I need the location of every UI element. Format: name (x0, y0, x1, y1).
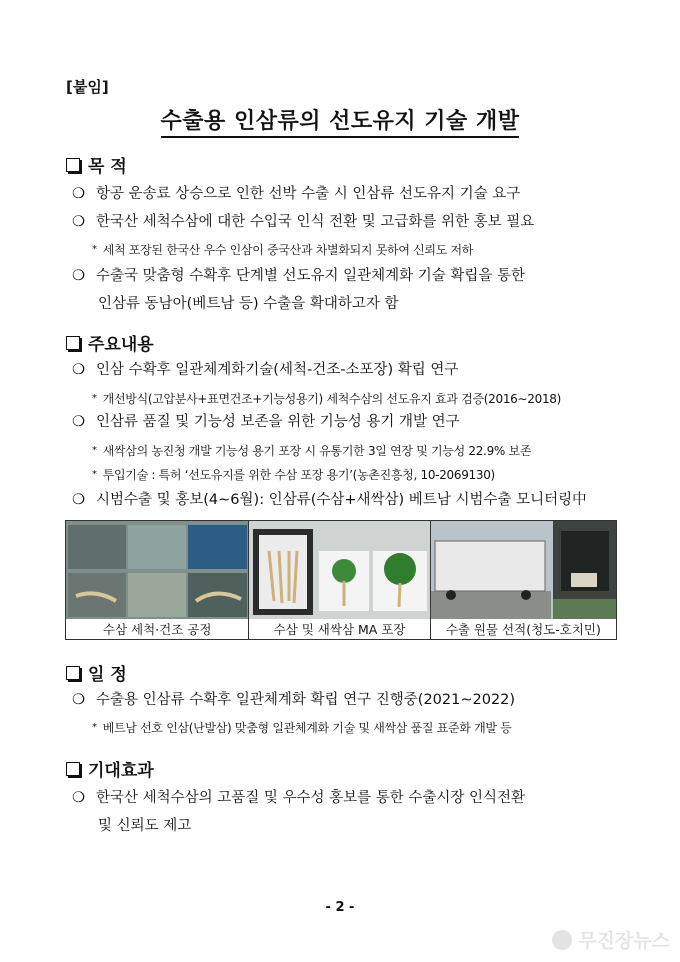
asterisk-icon: * (92, 393, 97, 404)
purpose-note: * 세척 포장된 한국산 우수 인삼이 중국산과 차별화되지 못하여 신뢰도 저하 (92, 243, 474, 257)
section-purpose-heading (66, 152, 127, 177)
section-main-heading (66, 330, 154, 355)
caption-shipping: 수출 원물 선적(청도-호치민) (445, 622, 601, 637)
section-effect-heading (66, 756, 154, 781)
schedule-item: ❍ 수출용 인삼류 수확후 일관체계화 확립 연구 진행중(2021∼2022) (72, 692, 516, 708)
purpose-item-3-continued: 인삼류 동남아(베트남 등) 수출을 확대하고자 함 (98, 296, 399, 312)
main-note-1: * 개선방식(고압분사+표면건조+기능성용기) 세척수삼의 선도유지 효과 검증(2016∼2018) (92, 392, 561, 406)
main-note-3: * 투입기술 : 특허 ‘선도유지를 위한 수삼 포장 용기’(농촌진흥청, 10-2069130) (92, 468, 495, 482)
section-schedule-heading (66, 660, 127, 685)
circle-bullet-icon: ❍ (72, 214, 85, 230)
ma-packaging-photo (249, 521, 430, 621)
checkbox-square-icon (66, 336, 80, 350)
checkbox-square-icon (66, 666, 80, 680)
washing-drying-photo (66, 521, 249, 621)
effect-item: ❍ 한국산 세척수삼의 고품질 및 우수성 홍보를 통한 수출시장 인식전환 (72, 790, 526, 806)
photo-captions (65, 619, 617, 640)
section-heading-text: 목 적 (88, 157, 127, 177)
page-title (0, 104, 680, 135)
attachment-label: [붙임] (66, 78, 109, 96)
asterisk-icon: * (92, 469, 97, 480)
circle-bullet-icon: ❍ (72, 186, 85, 202)
checkbox-square-icon (66, 762, 80, 776)
schedule-note: * 베트남 선호 인삼(난발삼) 맞춤형 일관체계화 기술 및 새싹삼 품질 표준화 개발 등 (92, 721, 512, 735)
asterisk-icon: * (92, 722, 97, 733)
checkbox-square-icon (66, 158, 80, 172)
main-item-2: ❍ 인삼류 품질 및 기능성 보존을 위한 기능성 용기 개발 연구 (72, 414, 460, 430)
circle-bullet-icon: ❍ (72, 414, 85, 430)
effect-item-continued: 및 신뢰도 제고 (98, 818, 192, 834)
circle-bullet-icon: ❍ (72, 790, 85, 806)
title-text: 수출용 인삼류의 선도유지 기술 개발 (161, 109, 520, 138)
circle-bullet-icon: ❍ (72, 492, 85, 508)
circle-bullet-icon: ❍ (72, 692, 85, 708)
main-note-2: * 새싹삼의 농진청 개발 기능성 용기 포장 시 유통기한 3일 연장 및 기능성 22.9% 보존 (92, 444, 532, 458)
circle-bullet-icon: ❍ (72, 362, 85, 378)
watermark-logo-icon (552, 930, 572, 950)
asterisk-icon: * (92, 445, 97, 456)
purpose-item-1: ❍ 항공 운송료 상승으로 인한 선박 수출 시 인삼류 선도유지 기술 요구 (72, 186, 521, 202)
watermark-text: 무진장뉴스 (578, 930, 670, 952)
main-item-3: ❍ 시범수출 및 홍보(4∼6월): 인삼류(수삼+새싹삼) 베트남 시범수출 모니터링中 (72, 492, 587, 508)
caption-packaging: 수삼 및 새싹삼 MA 포장 (249, 619, 430, 639)
section-heading-text: 일 정 (88, 665, 127, 685)
section-heading-text: 기대효과 (88, 761, 154, 781)
export-shipping-photo (431, 521, 616, 621)
caption-washing: 수삼 세척·건조 공정 (66, 619, 249, 639)
circle-bullet-icon: ❍ (72, 268, 85, 284)
watermark (552, 926, 670, 953)
purpose-item-3: ❍ 수출국 맞춤형 수확후 단계별 선도유지 일관체계화 기술 확립을 통한 (72, 268, 526, 284)
section-heading-text: 주요내용 (88, 335, 154, 355)
page-number: - 2 - (325, 900, 355, 915)
purpose-item-2: ❍ 한국산 세척수삼에 대한 수입국 인식 전환 및 고급화를 위한 홍보 필요 (72, 214, 535, 230)
main-item-1: ❍ 인삼 수확후 일관체계화기술(세척-건조-소포장) 확립 연구 (72, 362, 459, 378)
asterisk-icon: * (92, 244, 97, 255)
